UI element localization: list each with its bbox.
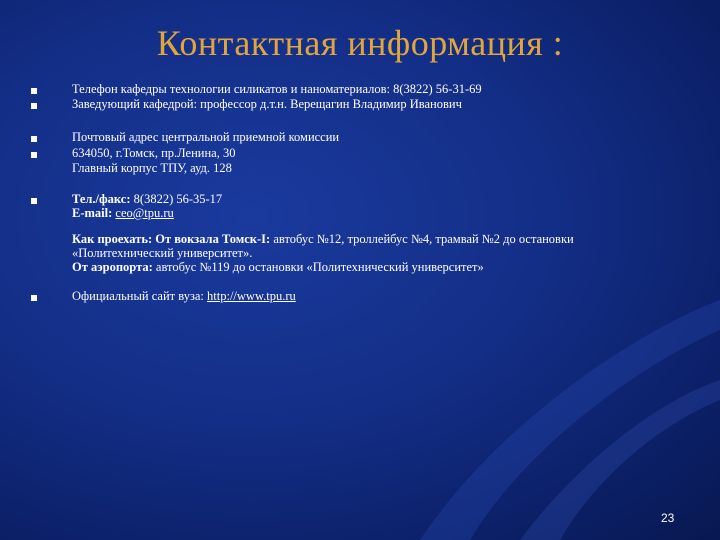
airport-text: автобус №119 до остановки «Политехнический университет» — [155, 260, 484, 274]
website-line — [72, 289, 296, 303]
tel-value: 8(3822) 56-35-17 — [133, 192, 223, 206]
email-link[interactable]: ceo@tpu.ru — [115, 206, 174, 220]
website-link[interactable]: http://www.tpu.ru — [207, 289, 296, 303]
directions-text: автобус №12, троллейбус №4, трамвай №2 до остановки — [273, 232, 574, 246]
email-line — [72, 206, 174, 220]
tel-label: Тел./факс: — [72, 192, 134, 206]
bullet — [31, 295, 37, 301]
airport-line — [72, 260, 484, 274]
directions-line-2: «Политехнический университет». — [72, 246, 253, 260]
directions-line-1 — [72, 232, 574, 246]
phone-line: Телефон кафедры технологии силикатов и наноматериалов: 8(3822) 56-31-69 — [72, 82, 482, 96]
bullet — [31, 152, 37, 158]
bullet — [31, 88, 37, 94]
website-label: Официальный сайт вуза: — [72, 289, 208, 303]
email-label: E-mail: — [72, 206, 116, 220]
building-line: Главный корпус ТПУ, ауд. 128 — [72, 161, 232, 175]
address-line: 634050, г.Томск, пр.Ленина, 30 — [72, 146, 236, 160]
airport-label: От аэропорта: — [72, 260, 156, 274]
directions-label: Как проехать: От вокзала Томск-I: — [72, 232, 274, 246]
bullet — [31, 136, 37, 142]
bullet — [31, 103, 37, 109]
postal-line: Почтовый адрес центральной приемной комиссии — [72, 130, 340, 144]
head-line: Заведующий кафедрой: профессор д.т.н. Верещагин Владимир Иванович — [72, 97, 462, 111]
bullet — [31, 198, 37, 204]
tel-line — [72, 192, 222, 206]
page-number: 23 — [661, 511, 675, 525]
slide-title: Контактная информация : — [156, 23, 564, 63]
